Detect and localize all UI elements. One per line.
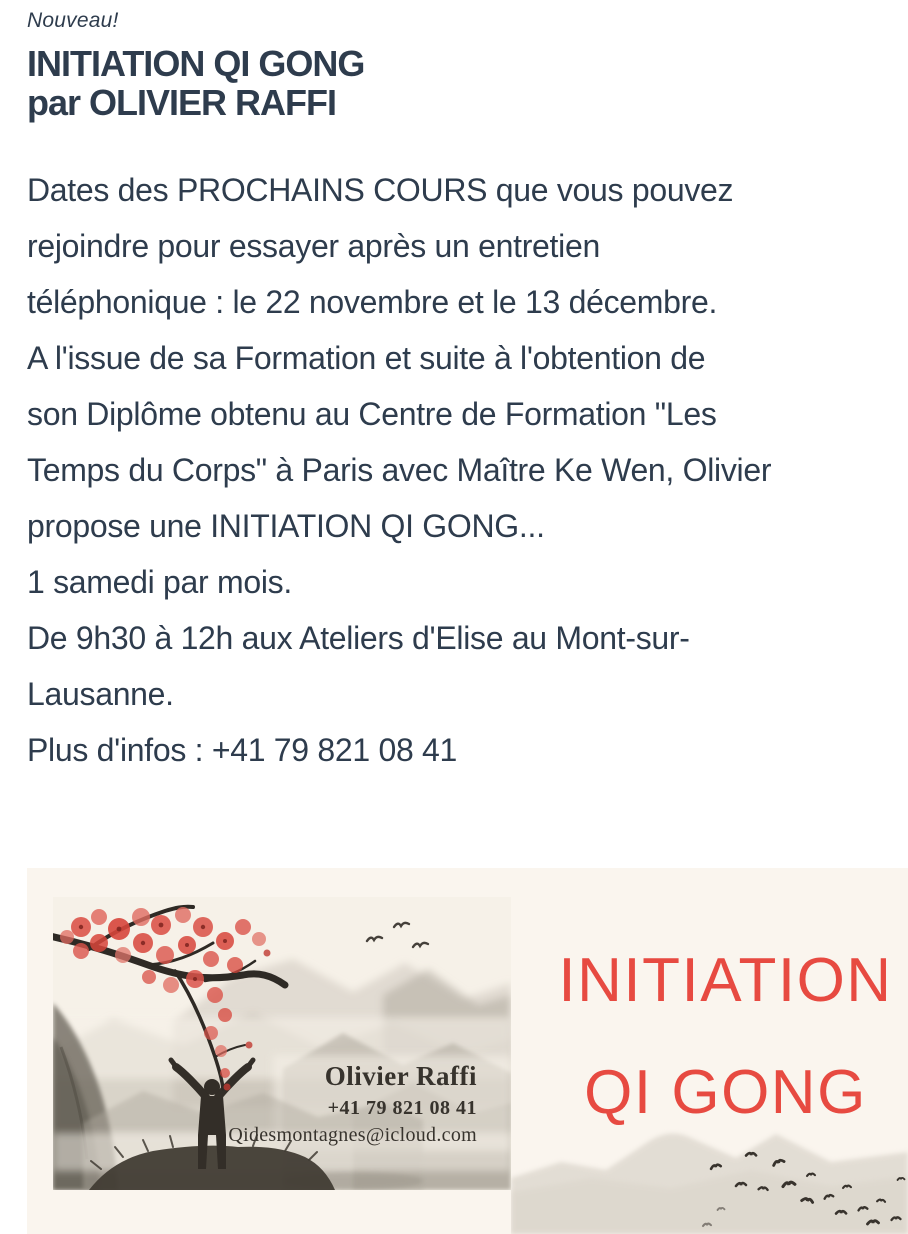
card-name: Olivier Raffi — [324, 1061, 477, 1091]
qi-gong-flyer-image — [27, 868, 908, 1234]
body-line: A l'issue de sa Formation et suite à l'obtention de — [27, 340, 706, 376]
poster-title-line-2: QI GONG — [584, 1058, 867, 1127]
card-email: Qidesmontagnes@icloud.com — [228, 1124, 477, 1146]
page-title — [27, 44, 881, 122]
poster-area — [511, 868, 908, 1234]
title-line-1: INITIATION QI GONG — [27, 43, 365, 84]
body-line: Lausanne. — [27, 676, 174, 712]
card-contact-block — [228, 1061, 477, 1147]
card-phone: +41 79 821 08 41 — [327, 1097, 477, 1119]
body-line: 1 samedi par mois. — [27, 564, 292, 600]
body-paragraph — [27, 162, 881, 778]
body-line: propose une INITIATION QI GONG... — [27, 508, 545, 544]
body-line: son Diplôme obtenu au Centre de Formation "Les — [27, 396, 717, 432]
body-line: téléphonique : le 22 novembre et le 13 décembre. — [27, 284, 718, 320]
body-line: De 9h30 à 12h aux Ateliers d'Elise au Mont-sur- — [27, 620, 690, 656]
body-line: rejoindre pour essayer après un entretien — [27, 228, 600, 264]
mountain-ridge-art — [511, 1133, 908, 1234]
poster-background-art — [511, 868, 908, 1234]
business-card — [53, 897, 511, 1190]
title-line-2: par OLIVIER RAFFI — [27, 82, 337, 123]
body-line: Plus d'infos : +41 79 821 08 41 — [27, 732, 458, 768]
body-line: Dates des PROCHAINS COURS que vous pouvez — [27, 172, 734, 208]
poster-title-line-1: INITIATION — [558, 946, 893, 1015]
new-label: Nouveau! — [27, 9, 119, 32]
body-line: Temps du Corps" à Paris avec Maître Ke Wen, Olivier — [27, 452, 772, 488]
